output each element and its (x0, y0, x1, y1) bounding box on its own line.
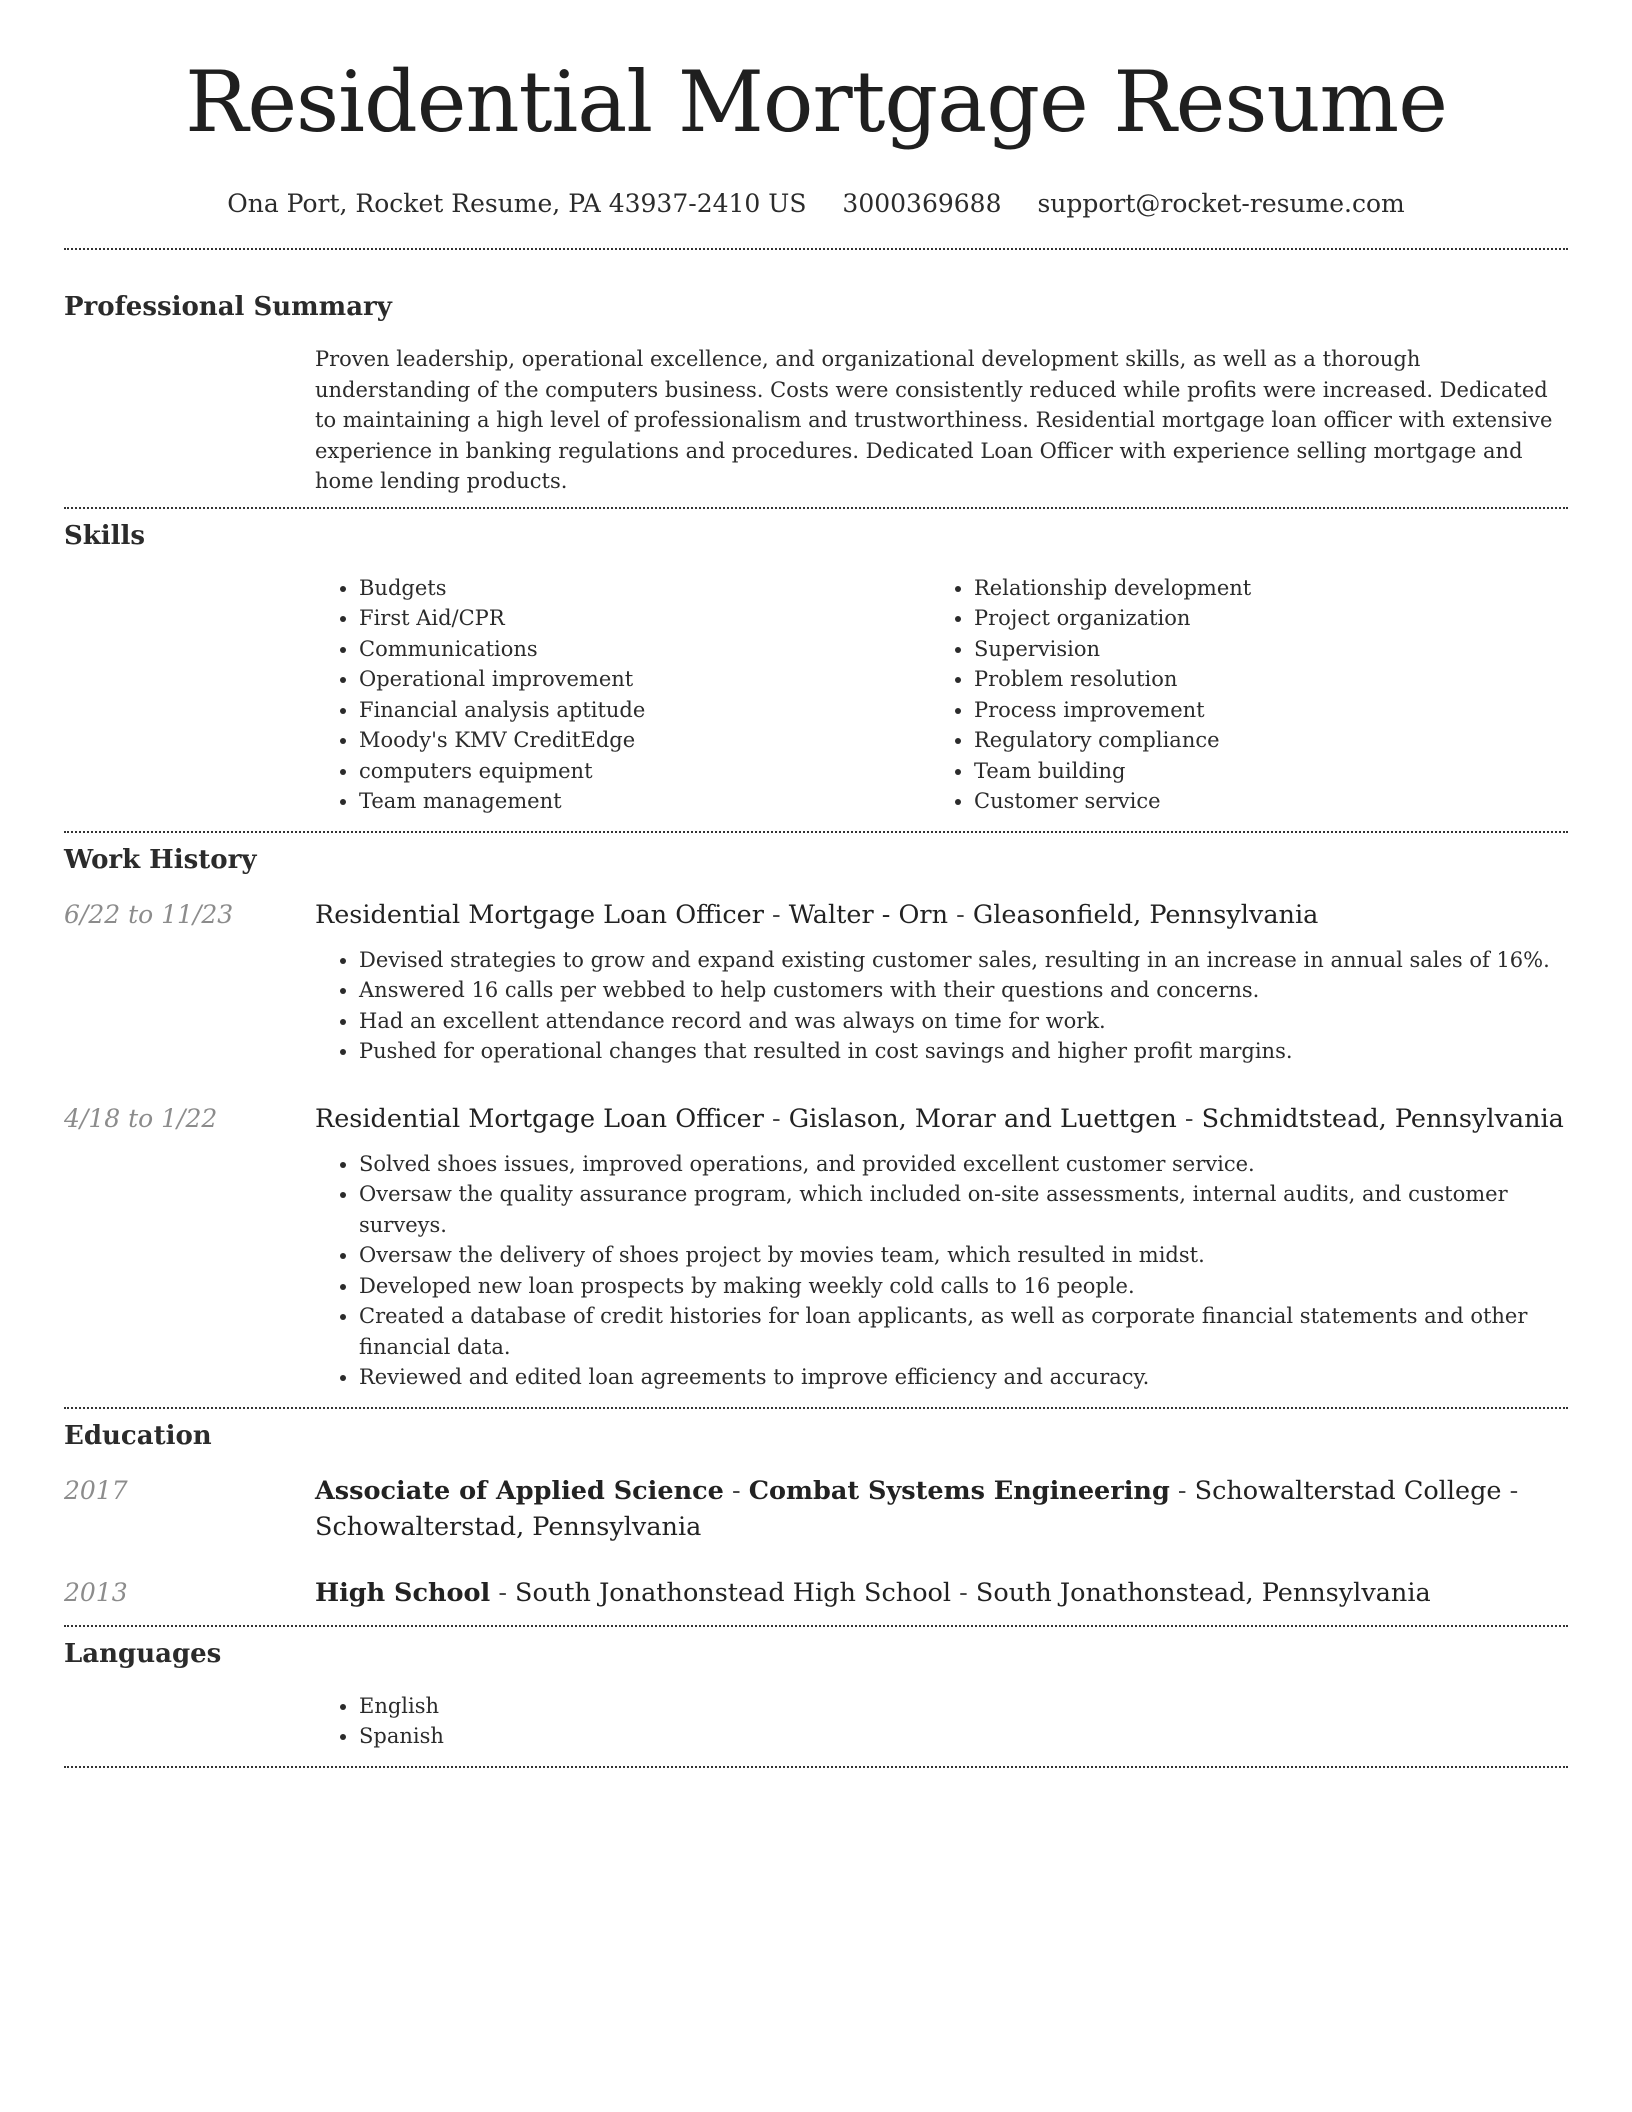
section-title-education: Education (64, 1420, 212, 1451)
work-entry (64, 897, 1568, 1067)
job-company: Walter - Orn (788, 899, 949, 930)
job-company: Gislason, Morar and Luettgen (788, 1103, 1177, 1134)
education-location: South Jonathonstead, Pennsylvania (975, 1577, 1431, 1608)
separator: - (763, 899, 789, 930)
summary-section (64, 250, 1568, 497)
list-item: • Spanish (359, 1721, 1568, 1752)
job-location: Gleasonfield, Pennsylvania (972, 899, 1319, 930)
work-bullets (315, 945, 1568, 1067)
list-item: • Team building (974, 756, 1545, 787)
work-dates: 6/22 to 11/23 (64, 899, 234, 929)
separator: - (723, 1475, 749, 1506)
list-item: • Answered 16 calls per webbed to help customers with their questions and concerns. (359, 975, 1568, 1006)
education-entry (64, 1575, 1568, 1611)
job-location: Schmidtstead, Pennsylvania (1201, 1103, 1564, 1134)
skills-list-left (315, 573, 930, 817)
list-item: • Communications (359, 634, 930, 665)
list-item: • English (359, 1691, 1568, 1722)
work-heading (315, 897, 1568, 933)
list-item: • Moody's KMV CreditEdge (359, 725, 930, 756)
languages-section (64, 1627, 1568, 1752)
list-item: • Project organization (974, 603, 1545, 634)
contact-line (64, 188, 1568, 220)
separator: - (951, 1577, 976, 1608)
list-item: • Solved shoes issues, improved operations, and provided excellent customer service. (359, 1149, 1568, 1180)
list-item: • Problem resolution (974, 664, 1545, 695)
education-school: South Jonathonstead High School (515, 1577, 952, 1608)
list-item: • Relationship development (974, 573, 1545, 604)
separator: - (1169, 1475, 1195, 1506)
list-item: • Pushed for operational changes that resulted in cost savings and higher profit margins. (359, 1036, 1568, 1067)
education-entry-body (315, 1473, 1568, 1545)
work-bullets (315, 1149, 1568, 1393)
separator: - (948, 899, 973, 930)
list-item: • Reviewed and edited loan agreements to improve efficiency and accuracy. (359, 1362, 1568, 1393)
list-item: • Supervision (974, 634, 1545, 665)
resume-header (64, 48, 1568, 220)
skills-columns (315, 573, 1568, 817)
job-position: Residential Mortgage Loan Officer (315, 899, 764, 930)
list-item: • Developed new loan prospects by making weekly cold calls to 16 people. (359, 1271, 1568, 1302)
work-entry (64, 1101, 1568, 1393)
work-section (64, 833, 1568, 1393)
education-entry-body (315, 1575, 1568, 1611)
section-title-skills: Skills (64, 520, 146, 551)
resume-title: Residential Mortgage Resume (185, 53, 1447, 151)
contact-email: support@rocket-resume.com (1037, 189, 1405, 218)
list-item: • computers equipment (359, 756, 930, 787)
education-section (64, 1409, 1568, 1611)
list-item: • Team management (359, 786, 930, 817)
education-field: Combat Systems Engineering (748, 1475, 1170, 1506)
list-item: • Devised strategies to grow and expand existing customer sales, resulting in an increase in annual sales of 16%. (359, 945, 1568, 976)
summary-content (315, 344, 1568, 497)
list-item: • Operational improvement (359, 664, 930, 695)
education-location: Schowalterstad, Pennsylvania (315, 1511, 702, 1542)
education-year: 2013 (64, 1577, 128, 1607)
section-title-languages: Languages (64, 1638, 222, 1669)
skills-section (64, 509, 1568, 817)
languages-content (315, 1691, 1568, 1752)
languages-list (315, 1691, 1568, 1752)
education-school: Schowalterstad College (1194, 1475, 1502, 1506)
list-item: • Process improvement (974, 695, 1545, 726)
education-heading (315, 1575, 1568, 1611)
separator: - (1176, 1103, 1202, 1134)
education-heading (315, 1473, 1568, 1545)
job-position: Residential Mortgage Loan Officer (315, 1103, 764, 1134)
contact-address: Ona Port, Rocket Resume, PA 43937-2410 US (227, 189, 807, 218)
separator: - (490, 1577, 516, 1608)
work-entry-body (315, 1101, 1568, 1393)
list-item: • Budgets (359, 573, 930, 604)
work-dates: 4/18 to 1/22 (64, 1103, 218, 1133)
section-title-work: Work History (64, 844, 257, 875)
list-item: • Customer service (974, 786, 1545, 817)
list-item: • First Aid/CPR (359, 603, 930, 634)
skills-list-right (930, 573, 1545, 817)
divider (64, 1766, 1568, 1768)
summary-text: Proven leadership, operational excellence, and organizational development skills, as well as a thorough understanding of the computers business. Costs were consistently reduced while profits were increased. Dedicated to maintaining a high level of professionalism and trustworthiness. Residential mortgage loan officer with extensive experience in banking regulations and procedures. Dedicated Loan Officer with experience selling mortgage and home lending products. (315, 347, 1553, 493)
list-item: • Oversaw the quality assurance program, which included on-site assessments, internal audits, and customer surveys. (359, 1179, 1568, 1240)
separator: - (1501, 1475, 1519, 1506)
education-degree: High School (315, 1577, 491, 1608)
separator: - (763, 1103, 789, 1134)
list-item: • Regulatory compliance (974, 725, 1545, 756)
education-degree: Associate of Applied Science (315, 1475, 724, 1506)
work-entry-body (315, 897, 1568, 1067)
list-item: • Oversaw the delivery of shoes project by movies team, which resulted in midst. (359, 1240, 1568, 1271)
list-item: • Financial analysis aptitude (359, 695, 930, 726)
education-entry (64, 1473, 1568, 1545)
list-item: • Had an excellent attendance record and was always on time for work. (359, 1006, 1568, 1037)
contact-phone: 3000369688 (842, 189, 1002, 218)
work-heading (315, 1101, 1568, 1137)
education-year: 2017 (64, 1475, 128, 1505)
list-item: • Created a database of credit histories for loan applicants, as well as corporate financial statements and other financial data. (359, 1301, 1568, 1362)
section-title-summary: Professional Summary (64, 292, 392, 322)
